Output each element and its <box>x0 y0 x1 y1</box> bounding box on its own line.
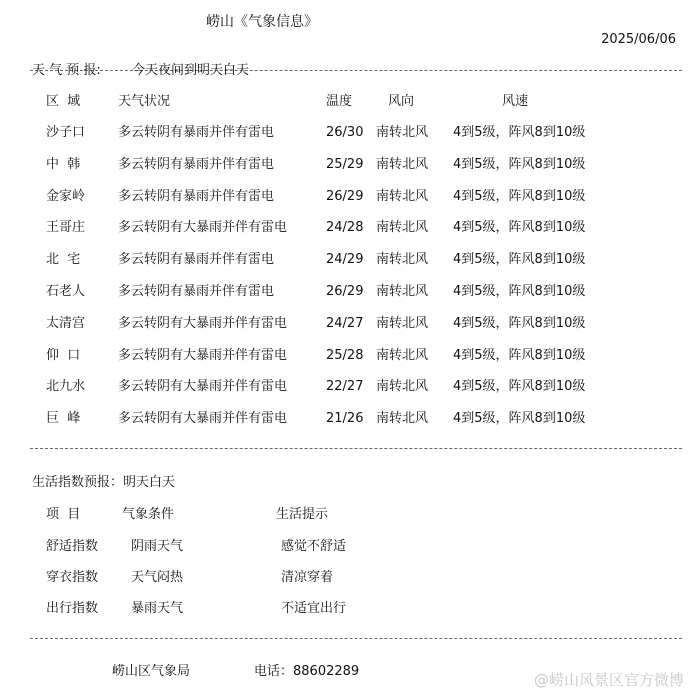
col-weather: 天气状况 <box>118 94 171 109</box>
col-tip: 生活提示 <box>276 507 329 522</box>
wind-dir-cell: 南转北风 <box>376 347 429 363</box>
region-cell: 巨 峰 <box>46 411 81 427</box>
temp-cell: 26/30 <box>326 125 364 140</box>
life-row <box>0 601 690 617</box>
weather-cell: 多云转阴有暴雨并伴有雷电 <box>118 284 275 299</box>
region-cell: 北九水 <box>46 379 86 395</box>
weather-cell: 多云转阴有暴雨并伴有雷电 <box>118 252 275 268</box>
temp-cell: 25/28 <box>326 347 364 363</box>
condition-cell: 暴雨天气 <box>131 601 184 616</box>
tip-cell: 不适宜出行 <box>281 601 347 616</box>
wind-speed-cell: 4到5级，阵风8到10级 <box>453 347 586 363</box>
region-cell: 金家岭 <box>46 188 86 204</box>
temp-cell: 24/28 <box>326 220 364 236</box>
weather-cell: 多云转阴有大暴雨并伴有雷电 <box>118 347 288 363</box>
watermark: @崂山风景区官方微博 <box>533 671 684 689</box>
region-cell: 太清宫 <box>46 315 86 331</box>
wind-speed-cell: 4到5级，阵风8到10级 <box>453 379 586 395</box>
region-cell: 石老人 <box>46 284 86 299</box>
weather-cell: 多云转阴有大暴雨并伴有雷电 <box>118 220 288 236</box>
wind-speed-cell: 4到5级，阵风8到10级 <box>453 220 586 236</box>
life-heading: 生活指数预报：明天白天 <box>32 475 176 490</box>
wind-speed-cell: 4到5级，阵风8到10级 <box>453 188 586 204</box>
weather-cell: 多云转阴有暴雨并伴有雷电 <box>118 188 275 204</box>
temp-cell: 26/29 <box>326 284 364 299</box>
forecast-row <box>0 189 690 205</box>
forecast-row <box>0 252 690 268</box>
forecast-row <box>0 316 690 332</box>
life-header-row <box>0 507 690 523</box>
forecast-row <box>0 411 690 427</box>
wind-dir-cell: 南转北风 <box>376 411 429 427</box>
item-cell: 穿衣指数 <box>46 570 99 585</box>
region-cell: 沙子口 <box>46 125 86 140</box>
region-cell: 中 韩 <box>46 156 81 172</box>
forecast-row <box>0 125 690 141</box>
temp-cell: 21/26 <box>326 411 364 427</box>
wind-speed-cell: 4到5级，阵风8到10级 <box>453 315 586 331</box>
divider <box>30 70 682 71</box>
wind-dir-cell: 南转北风 <box>376 379 429 395</box>
forecast-heading-period: 今天夜间到明天白天 <box>132 63 250 78</box>
wind-speed-cell: 4到5级，阵风8到10级 <box>453 156 586 172</box>
condition-cell: 阴雨天气 <box>131 539 184 554</box>
bulletin-date: 2025/06/06 <box>601 32 676 47</box>
item-cell: 出行指数 <box>46 601 99 616</box>
forecast-header-row <box>0 94 690 110</box>
forecast-row <box>0 379 690 395</box>
item-cell: 舒适指数 <box>46 539 99 554</box>
wind-speed-cell: 4到5级，阵风8到10级 <box>453 411 586 427</box>
wind-dir-cell: 南转北风 <box>376 220 429 236</box>
life-row <box>0 570 690 586</box>
temp-cell: 25/29 <box>326 156 364 172</box>
region-cell: 北 宅 <box>46 252 81 268</box>
wind-speed-cell: 4到5级，阵风8到10级 <box>453 284 586 299</box>
tip-cell: 清凉穿着 <box>281 570 334 585</box>
wind-dir-cell: 南转北风 <box>376 156 429 172</box>
bulletin-title: 崂山《气象信息》 <box>206 14 318 30</box>
forecast-heading-label: 天 气 预 报: <box>32 63 101 78</box>
weather-cell: 多云转阴有大暴雨并伴有雷电 <box>118 411 288 427</box>
divider <box>30 448 682 449</box>
divider <box>30 638 682 639</box>
col-wind-speed: 风速 <box>502 94 529 109</box>
footer-org: 崂山区气象局 <box>112 664 191 679</box>
wind-dir-cell: 南转北风 <box>376 252 429 268</box>
col-temp: 温度 <box>326 94 353 109</box>
forecast-row <box>0 220 690 236</box>
forecast-row <box>0 157 690 173</box>
life-row <box>0 539 690 555</box>
col-item: 项 目 <box>46 507 81 522</box>
wind-dir-cell: 南转北风 <box>376 315 429 331</box>
wind-dir-cell: 南转北风 <box>376 188 429 204</box>
wind-speed-cell: 4到5级，阵风8到10级 <box>453 252 586 268</box>
wind-speed-cell: 4到5级，阵风8到10级 <box>453 125 586 140</box>
col-wind-dir: 风向 <box>388 94 415 109</box>
weather-cell: 多云转阴有暴雨并伴有雷电 <box>118 125 275 140</box>
footer-phone: 电话：88602289 <box>254 664 360 679</box>
temp-cell: 22/27 <box>326 379 364 395</box>
weather-cell: 多云转阴有大暴雨并伴有雷电 <box>118 315 288 331</box>
region-cell: 王哥庄 <box>46 220 86 236</box>
condition-cell: 天气闷热 <box>131 570 184 585</box>
temp-cell: 24/29 <box>326 252 364 268</box>
temp-cell: 24/27 <box>326 315 364 331</box>
wind-dir-cell: 南转北风 <box>376 125 429 140</box>
wind-dir-cell: 南转北风 <box>376 284 429 299</box>
forecast-row <box>0 348 690 364</box>
tip-cell: 感觉不舒适 <box>281 539 347 554</box>
temp-cell: 26/29 <box>326 188 364 204</box>
forecast-row <box>0 284 690 300</box>
col-condition: 气象条件 <box>122 507 175 522</box>
region-cell: 仰 口 <box>46 347 81 363</box>
weather-cell: 多云转阴有大暴雨并伴有雷电 <box>118 379 288 395</box>
weather-cell: 多云转阴有暴雨并伴有雷电 <box>118 156 275 172</box>
col-region: 区 域 <box>46 94 81 109</box>
